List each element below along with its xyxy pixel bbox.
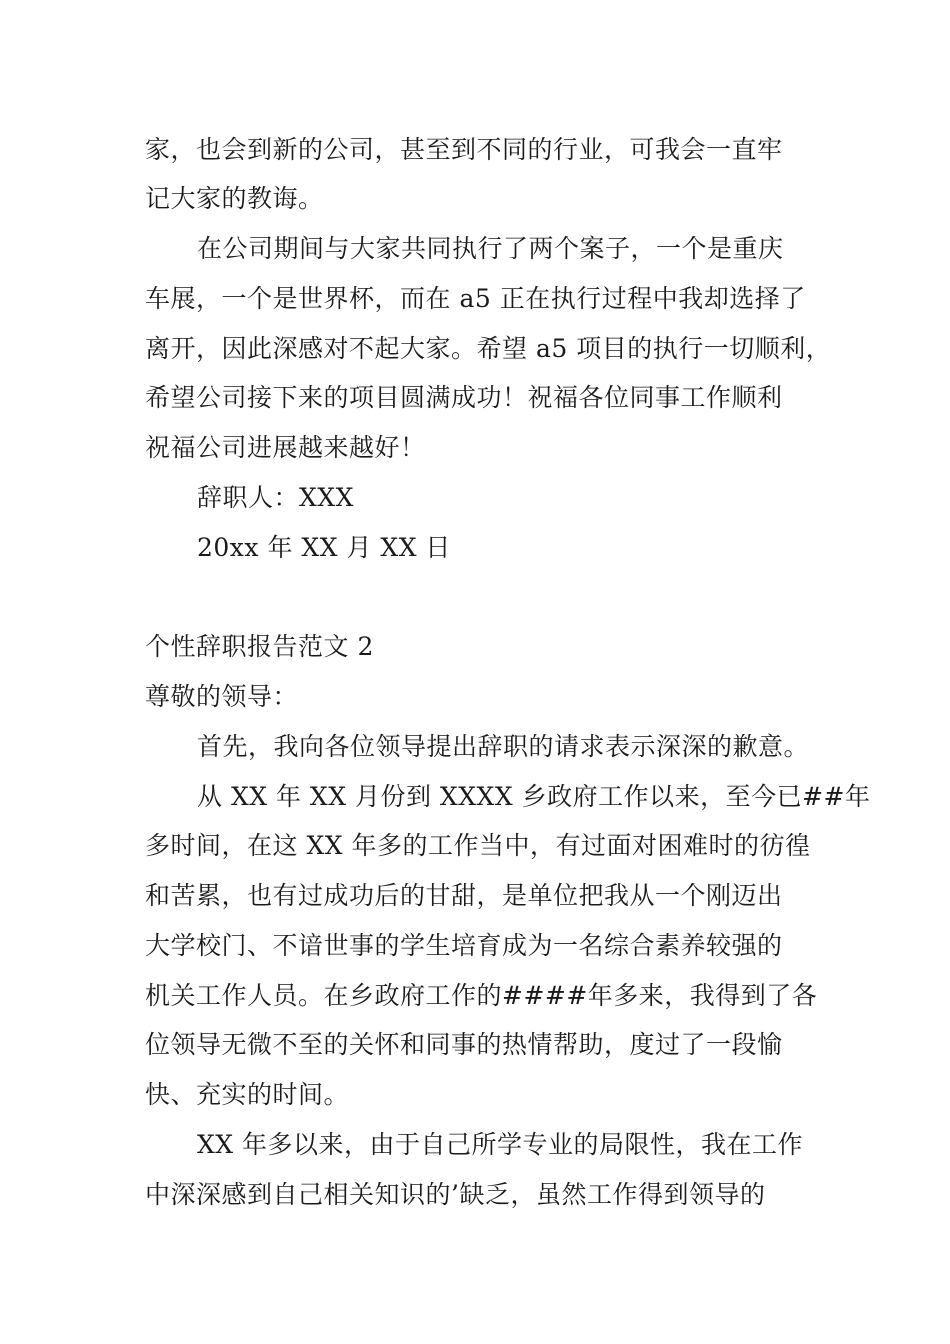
paragraph-line: 首先，我向各位领导提出辞职的请求表示深深的歉意。 xyxy=(197,732,810,761)
text-line: 记大家的教诲。 xyxy=(145,184,324,213)
text-line: 快、充实的时间。 xyxy=(145,1080,350,1109)
date-line: 20xx 年 XX 月 XX 日 xyxy=(197,533,451,562)
text-line: 大学校门、不谙世事的学生培育成为一名综合素养较强的 xyxy=(145,931,783,960)
paragraph-line: 从 XX 年 XX 月份到 XXXX 乡政府工作以来，至今已##年 xyxy=(197,782,871,811)
text-line: 机关工作人员。在乡政府工作的####年多来，我得到了各 xyxy=(145,981,818,1010)
text-line: 希望公司接下来的项目圆满成功！祝福各位同事工作顺利 xyxy=(145,383,783,412)
section-heading: 个性辞职报告范文 2 xyxy=(145,632,374,661)
text-line: 家，也会到新的公司，甚至到不同的行业，可我会一直牢 xyxy=(145,135,783,164)
signature-line: 辞职人：XXX xyxy=(197,483,354,512)
text-line: 离开，因此深感对不起大家。希望 a5 项目的执行一切顺利， xyxy=(145,334,832,363)
paragraph-line: XX 年多以来，由于自己所学专业的局限性，我在工作 xyxy=(197,1130,804,1159)
paragraph-line: 在公司期间与大家共同执行了两个案子，一个是重庆 xyxy=(197,234,784,263)
text-line: 和苦累，也有过成功后的甘甜，是单位把我从一个刚迈出 xyxy=(145,881,783,910)
text-line: 位领导无微不至的关怀和同事的热情帮助，度过了一段愉 xyxy=(145,1030,783,1059)
salutation: 尊敬的领导： xyxy=(145,682,299,711)
text-line: 祝福公司进展越来越好！ xyxy=(145,433,426,462)
text-line: 车展，一个是世界杯，而在 a5 正在执行过程中我却选择了 xyxy=(145,284,806,313)
text-line: 中深深感到自己相关知识的’缺乏，虽然工作得到领导的 xyxy=(145,1180,766,1209)
text-line: 多时间，在这 XX 年多的工作当中，有过面对困难时的彷徨 xyxy=(145,831,811,860)
